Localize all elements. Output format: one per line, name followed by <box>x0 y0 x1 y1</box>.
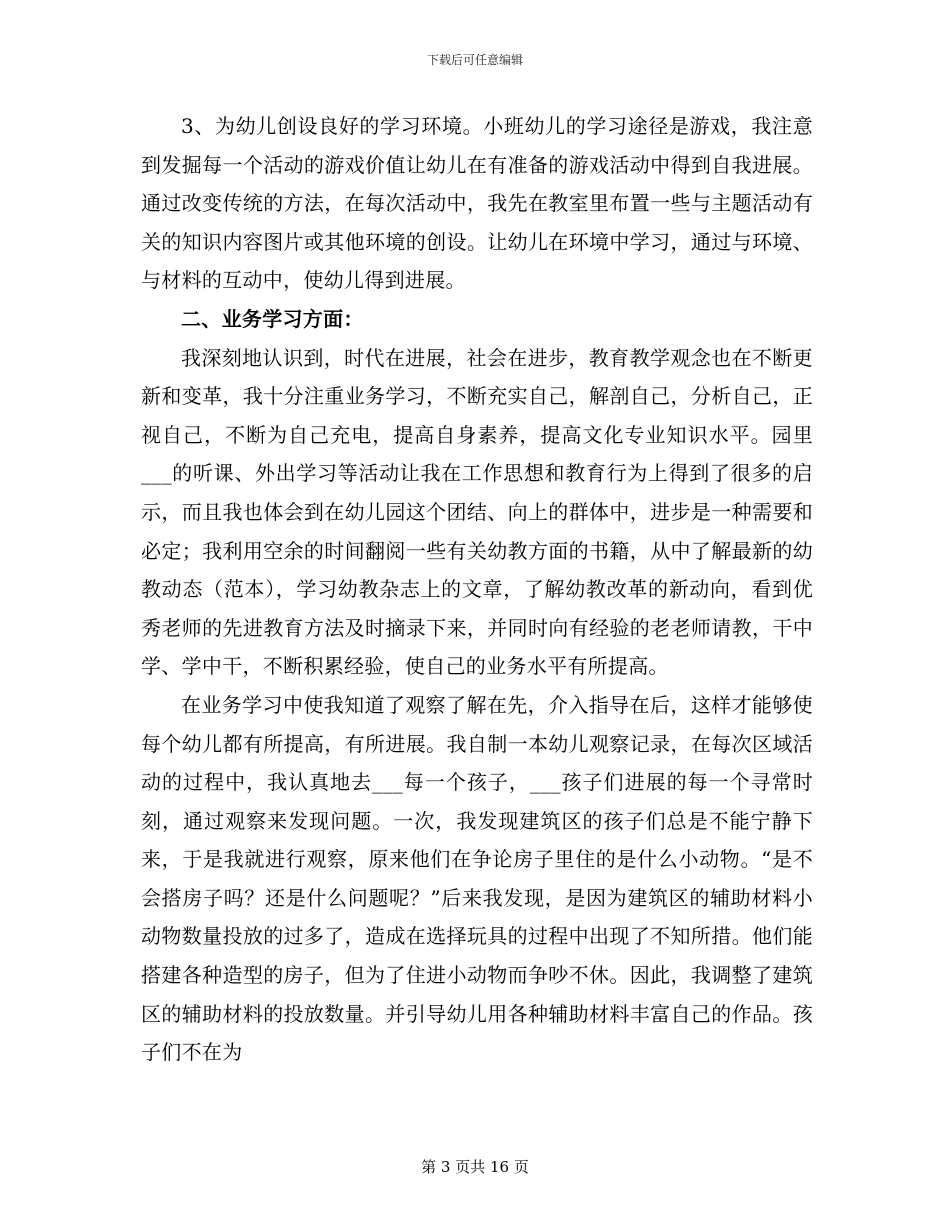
page-number-footer: 第 3 页共 16 页 <box>421 1158 529 1176</box>
section-heading-professional-study: 二、业务学习方面： <box>181 306 364 331</box>
paragraph-observation: 在业务学习中使我知道了观察了解在先，介入指导在后，这样才能够使每个幼儿都有所提高，有所进展。我自制一本幼儿观察记录，在每次区域活动的过程中，我认真地去___每一个孩子，___孩子们进展的每一个寻常时刻，通过观察来发现问题。一次，我发现建筑区的孩子们总是不能宁静下来，于是我就进行观察，原来他们在争论房子里住的是什么小动物。“是不会搭房子吗？还是什么问题呢？”后来我发现，是因为建筑区的辅助材料小动物数量投放的过多了，造成在选择玩具的过程中出现了不知所措。他们能搭建各种造型的房子，但为了住进小动物而争吵不休。因此，我调整了建筑区的辅助材料的投放数量。并引导幼儿用各种辅助材料丰富自己的作品。孩子们不在为 <box>141 692 813 1065</box>
paragraph-professional-study: 我深刻地认识到，时代在进展，社会在进步，教育教学观念也在不断更新和变革，我十分注重业务学习，不断充实自己，解剖自己，分析自己，正视自己，不断为自己充电，提高自身素养，提高文化专业知识水平。园里___的听课、外出学习等活动让我在工作思想和教育行为上得到了很多的启示，而且我也体会到在幼儿园这个团结、向上的群体中，进步是一种需要和必定；我利用空余的时间翻阅一些有关幼教方面的书籍，从中了解最新的幼教动态（范本），学习幼教杂志上的文章，了解幼教改革的新动向，看到优秀老师的先进教育方法及时摘录下来，并同时向有经验的老老师请教，干中学、学中干，不断积累经验，使自己的业务水平有所提高。 <box>141 345 813 679</box>
document-body <box>141 107 813 1072</box>
paragraph-learning-environment: 3、为幼儿创设良好的学习环境。小班幼儿的学习途径是游戏，我注意到发掘每一个活动的游戏价值让幼儿在有准备的游戏活动中得到自我进展。通过改变传统的方法，在每次活动中，我先在教室里布置一些与主题活动有关的知识内容图片或其他环境的创设。让幼儿在环境中学习，通过与环境、与材料的互动中，使幼儿得到进展。 <box>141 114 813 293</box>
page-header: 下载后可任意编辑 <box>426 53 523 67</box>
